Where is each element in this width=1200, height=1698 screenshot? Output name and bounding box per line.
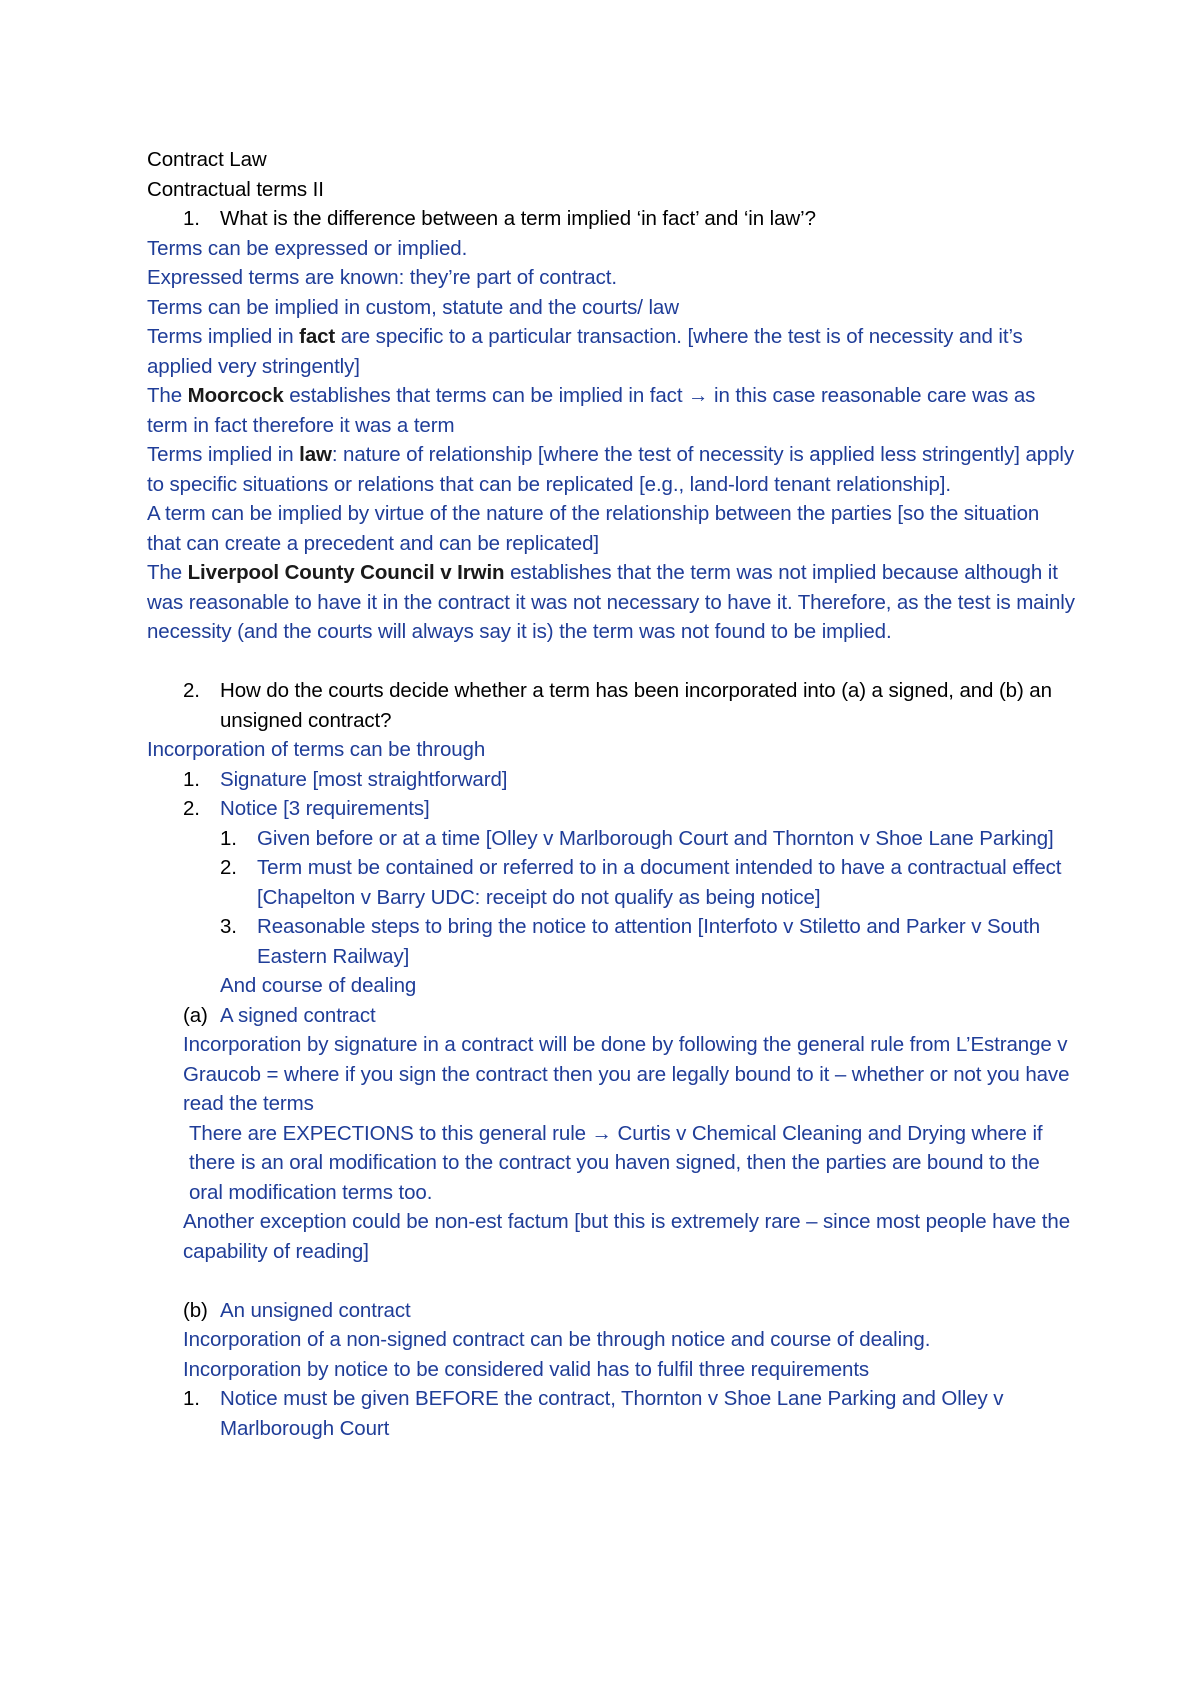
case-name: Moorcock [187, 384, 284, 407]
list-item [147, 794, 1077, 824]
list-item-number: 2. [183, 797, 200, 820]
paragraph-spacer [147, 1266, 1077, 1296]
text-run: establishes that the term was not implied because although it was reasonable to have it in the contract it was not necessary to have it. Therefore, as the test is mainly necessity (and the courts will always say it is) the term was not found to be implied. [147, 561, 1075, 643]
list-item-text: Signature [most straightforward] [220, 767, 508, 791]
section-b-paragraph: Incorporation of a non-signed contract can be through notice and course of dealing. [183, 1328, 931, 1351]
sub-list-item-text: Given before or at a time [Olley v Marlborough Court and Thornton v Shoe Lane Parking] [257, 826, 1054, 850]
list-item-number: 1. [183, 767, 200, 791]
answer-1-paragraph: Terms can be implied in custom, statute and the courts/ law [147, 295, 679, 319]
list-item-text: Notice [3 requirements] [220, 797, 430, 820]
question-1-number: 1. [183, 207, 200, 230]
document-subtitle: Contractual terms II [147, 177, 324, 201]
sub-list-item [147, 853, 1077, 912]
sub-list-item-text: Term must be contained or referred to in a document intended to have a contractual effect [Chapelton v Barry UDC: receipt do not qualify as being notice] [257, 856, 1062, 909]
question-1 [147, 204, 1077, 234]
section-a-paragraph: There are EXPECTIONS to this general rule → Curtis v Chemical Cleaning and Drying where if there is an oral modification to the contract you haven signed, then the parties are bound to the oral modification terms too. [189, 1121, 1043, 1204]
sub-list-item-number: 2. [220, 856, 237, 879]
section-a-paragraph: Incorporation by signature in a contract will be done by following the general rule from L’Estrange v Graucob = where if you sign the contract then you are legally bound to it – whether or not you have read the terms [183, 1033, 1070, 1115]
answer-1-paragraph: Terms can be expressed or implied. [147, 236, 468, 260]
sub-list-item-number: 1. [220, 826, 237, 850]
list-item [147, 1384, 1077, 1443]
sub-list-item [147, 912, 1077, 971]
section-b-heading [147, 1296, 1077, 1326]
text-run: Terms implied in [147, 443, 300, 466]
text-run: : nature of relationship [where the test of necessity is applied less stringently] apply to specific situations or relations that can be replicated [e.g., land-lord tenant relationship]. [147, 443, 1074, 496]
case-name: Liverpool County Council v Irwin [187, 561, 505, 584]
list-item-text: Notice must be given BEFORE the contract, Thornton v Shoe Lane Parking and Olley v Marlborough Court [220, 1387, 1004, 1440]
section-a-heading [147, 1001, 1077, 1031]
bold-term: law [299, 443, 332, 466]
text-run: The [147, 561, 188, 584]
section-a-paragraph: Another exception could be non-est factum [but this is extremely rare – since most people have the capability of reading] [183, 1210, 1070, 1263]
list-item-number: 1. [183, 1387, 200, 1410]
sub-list-item [147, 824, 1077, 854]
bold-term: fact [299, 325, 336, 348]
question-2 [147, 676, 1077, 735]
answer-1-paragraph [147, 381, 1077, 440]
answer-1-paragraph [147, 322, 1077, 381]
text-run: Terms implied in [147, 325, 300, 348]
text-run: The [147, 384, 188, 407]
answer-1-paragraph [147, 558, 1077, 647]
answer-1-paragraph [147, 440, 1077, 499]
answer-1-paragraph: A term can be implied by virtue of the nature of the relationship between the parties [so the situation that can create a precedent and can be replicated] [147, 502, 1040, 555]
text-run: are specific to a particular transaction. [where the test is of necessity and it’s applied very stringently] [147, 325, 1023, 378]
section-b-paragraph: Incorporation by notice to be considered valid has to fulfil three requirements [183, 1357, 870, 1381]
document-body [147, 145, 1077, 1443]
section-a-label: (a) [183, 1003, 208, 1027]
sub-list-item-text: Reasonable steps to bring the notice to attention [Interfoto v Stiletto and Parker v South Eastern Railway] [257, 915, 1041, 968]
document-title: Contract Law [147, 148, 267, 171]
answer-2-intro: Incorporation of terms can be through [147, 738, 486, 761]
section-b-title: An unsigned contract [220, 1298, 411, 1322]
list-item [147, 765, 1077, 795]
question-2-text: How do the courts decide whether a term has been incorporated into (a) a signed, and (b) an unsigned contract? [220, 679, 1052, 732]
section-a-title: A signed contract [220, 1003, 376, 1027]
course-of-dealing: And course of dealing [220, 974, 417, 997]
question-2-number: 2. [183, 679, 200, 702]
section-b-label: (b) [183, 1298, 208, 1322]
question-1-text: What is the difference between a term implied ‘in fact’ and ‘in law’? [220, 207, 816, 230]
sub-list-item-number: 3. [220, 915, 237, 938]
text-run: establishes that terms can be implied in fact → in this case reasonable care was as term in fact therefore it was a term [147, 384, 1036, 437]
paragraph-spacer [147, 647, 1077, 677]
answer-1-paragraph: Expressed terms are known: they’re part of contract. [147, 266, 617, 289]
